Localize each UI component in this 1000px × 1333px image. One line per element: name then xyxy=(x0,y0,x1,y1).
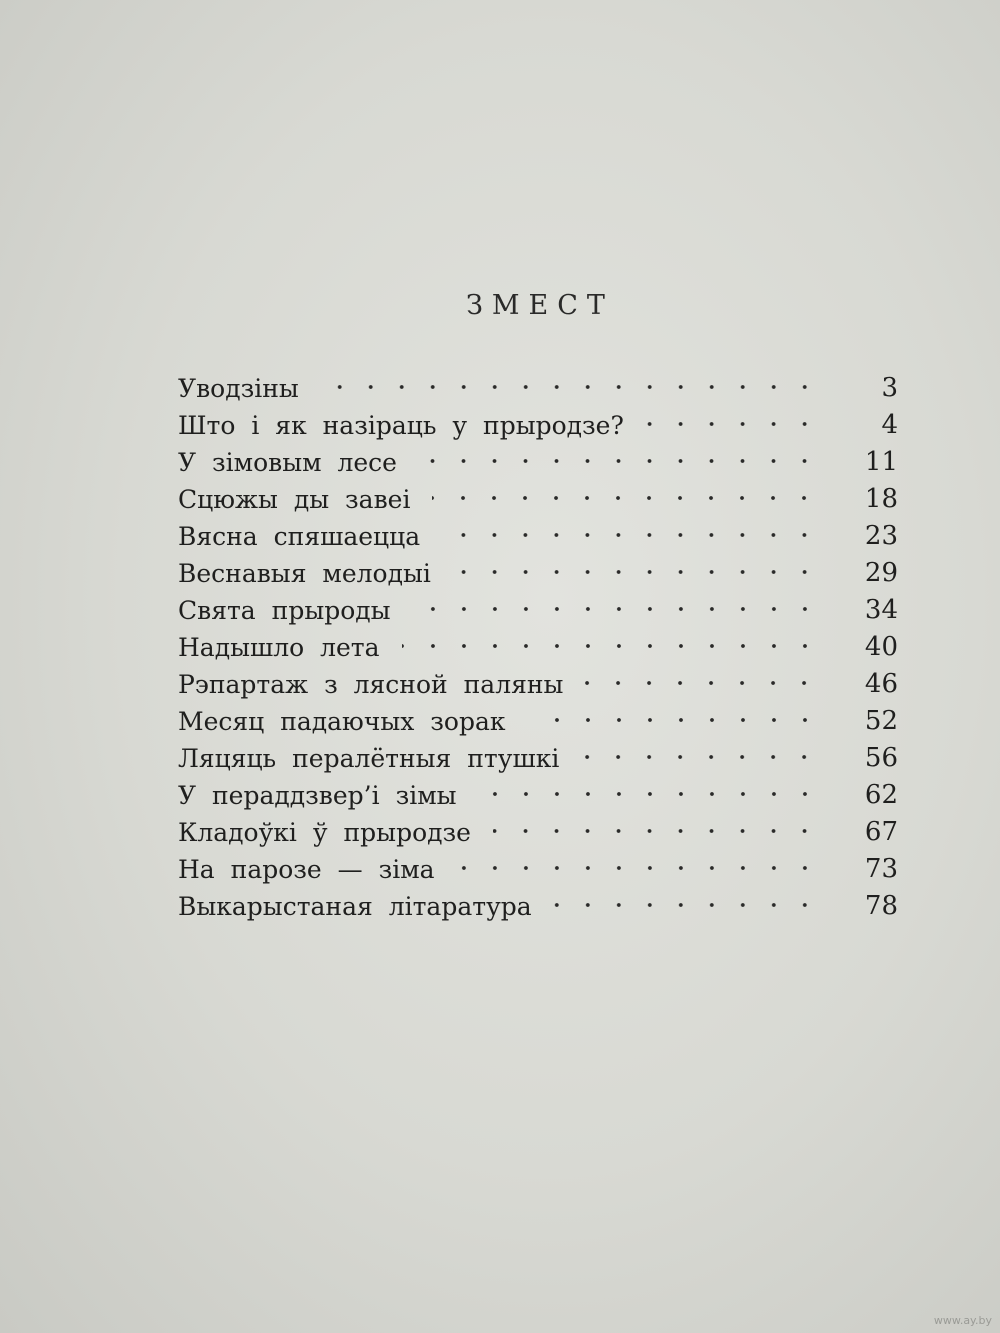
toc-entry xyxy=(178,370,898,407)
toc-entry-page: 11 xyxy=(864,447,898,477)
dot-leader xyxy=(646,421,820,427)
toc-entry-page: 18 xyxy=(864,484,898,514)
toc-entry-page: 34 xyxy=(864,595,898,625)
toc-entry xyxy=(178,814,898,851)
toc-entry-page: 23 xyxy=(864,521,898,551)
toc-entry-title: Веснавыя мелодыі xyxy=(178,559,431,588)
toc-entry-title: Кладоўкі ў прыродзе xyxy=(178,818,471,847)
toc-entry xyxy=(178,481,898,518)
toc-entry xyxy=(178,592,898,629)
toc-entry-title: Сцюжы ды завеі xyxy=(178,485,411,514)
toc-entry-page: 3 xyxy=(881,373,898,403)
toc-entry xyxy=(178,555,898,592)
dot-leader xyxy=(432,495,820,501)
toc-entry-page: 73 xyxy=(864,854,898,884)
toc-entry xyxy=(178,407,898,444)
toc-entry xyxy=(178,666,898,703)
toc-entry-title: Рэпартаж з лясной паляны xyxy=(178,670,564,699)
toc-entry-page: 78 xyxy=(864,891,898,921)
toc-entry-title: Надышло лета xyxy=(178,633,380,662)
dot-leader xyxy=(453,569,820,575)
toc-entry xyxy=(178,851,898,888)
toc-entry-page: 46 xyxy=(864,669,898,699)
dot-leader xyxy=(457,865,820,871)
toc-entry-title: Уводзіны xyxy=(178,374,299,403)
toc-entry xyxy=(178,888,898,925)
toc-entry xyxy=(178,629,898,666)
toc-entry xyxy=(178,518,898,555)
toc-entry-title: Свята прыроды xyxy=(178,596,391,625)
dot-leader xyxy=(419,458,820,464)
dot-leader xyxy=(528,717,820,723)
dot-leader xyxy=(585,680,820,686)
toc-entry-title: На парозе — зіма xyxy=(178,855,435,884)
toc-entry-title: Выкарыстаная літаратура xyxy=(178,892,532,921)
page-title: ЗМЕСТ xyxy=(466,290,614,321)
dot-leader xyxy=(442,532,820,538)
dot-leader xyxy=(554,902,820,908)
toc-entry-page: 40 xyxy=(864,632,898,662)
toc-entry-title: Месяц падаючых зорак xyxy=(178,707,506,736)
dot-leader xyxy=(493,828,820,834)
toc-entry-title: У пераддзвер’і зімы xyxy=(178,781,457,810)
dot-leader xyxy=(321,384,820,390)
dot-leader xyxy=(479,791,820,797)
toc-entry-title: У зімовым лесе xyxy=(178,448,397,477)
toc-entry-page: 29 xyxy=(864,558,898,588)
toc-entry-page: 67 xyxy=(864,817,898,847)
toc-entry xyxy=(178,703,898,740)
dot-leader xyxy=(581,754,820,760)
dot-leader xyxy=(402,643,820,649)
table-of-contents xyxy=(178,370,898,925)
toc-entry xyxy=(178,740,898,777)
toc-entry-page: 62 xyxy=(864,780,898,810)
toc-entry-title: Ляцяць пералётныя птушкі xyxy=(178,744,560,773)
toc-entry-page: 52 xyxy=(864,706,898,736)
toc-entry-page: 56 xyxy=(864,743,898,773)
toc-entry-title: Вясна спяшаецца xyxy=(178,522,421,551)
toc-entry xyxy=(178,777,898,814)
toc-entry-page: 4 xyxy=(881,410,898,440)
toc-entry xyxy=(178,444,898,481)
dot-leader xyxy=(413,606,820,612)
toc-entry-title: Што і як назіраць у прыродзе? xyxy=(178,411,624,440)
watermark: www.ay.by xyxy=(933,1314,992,1327)
